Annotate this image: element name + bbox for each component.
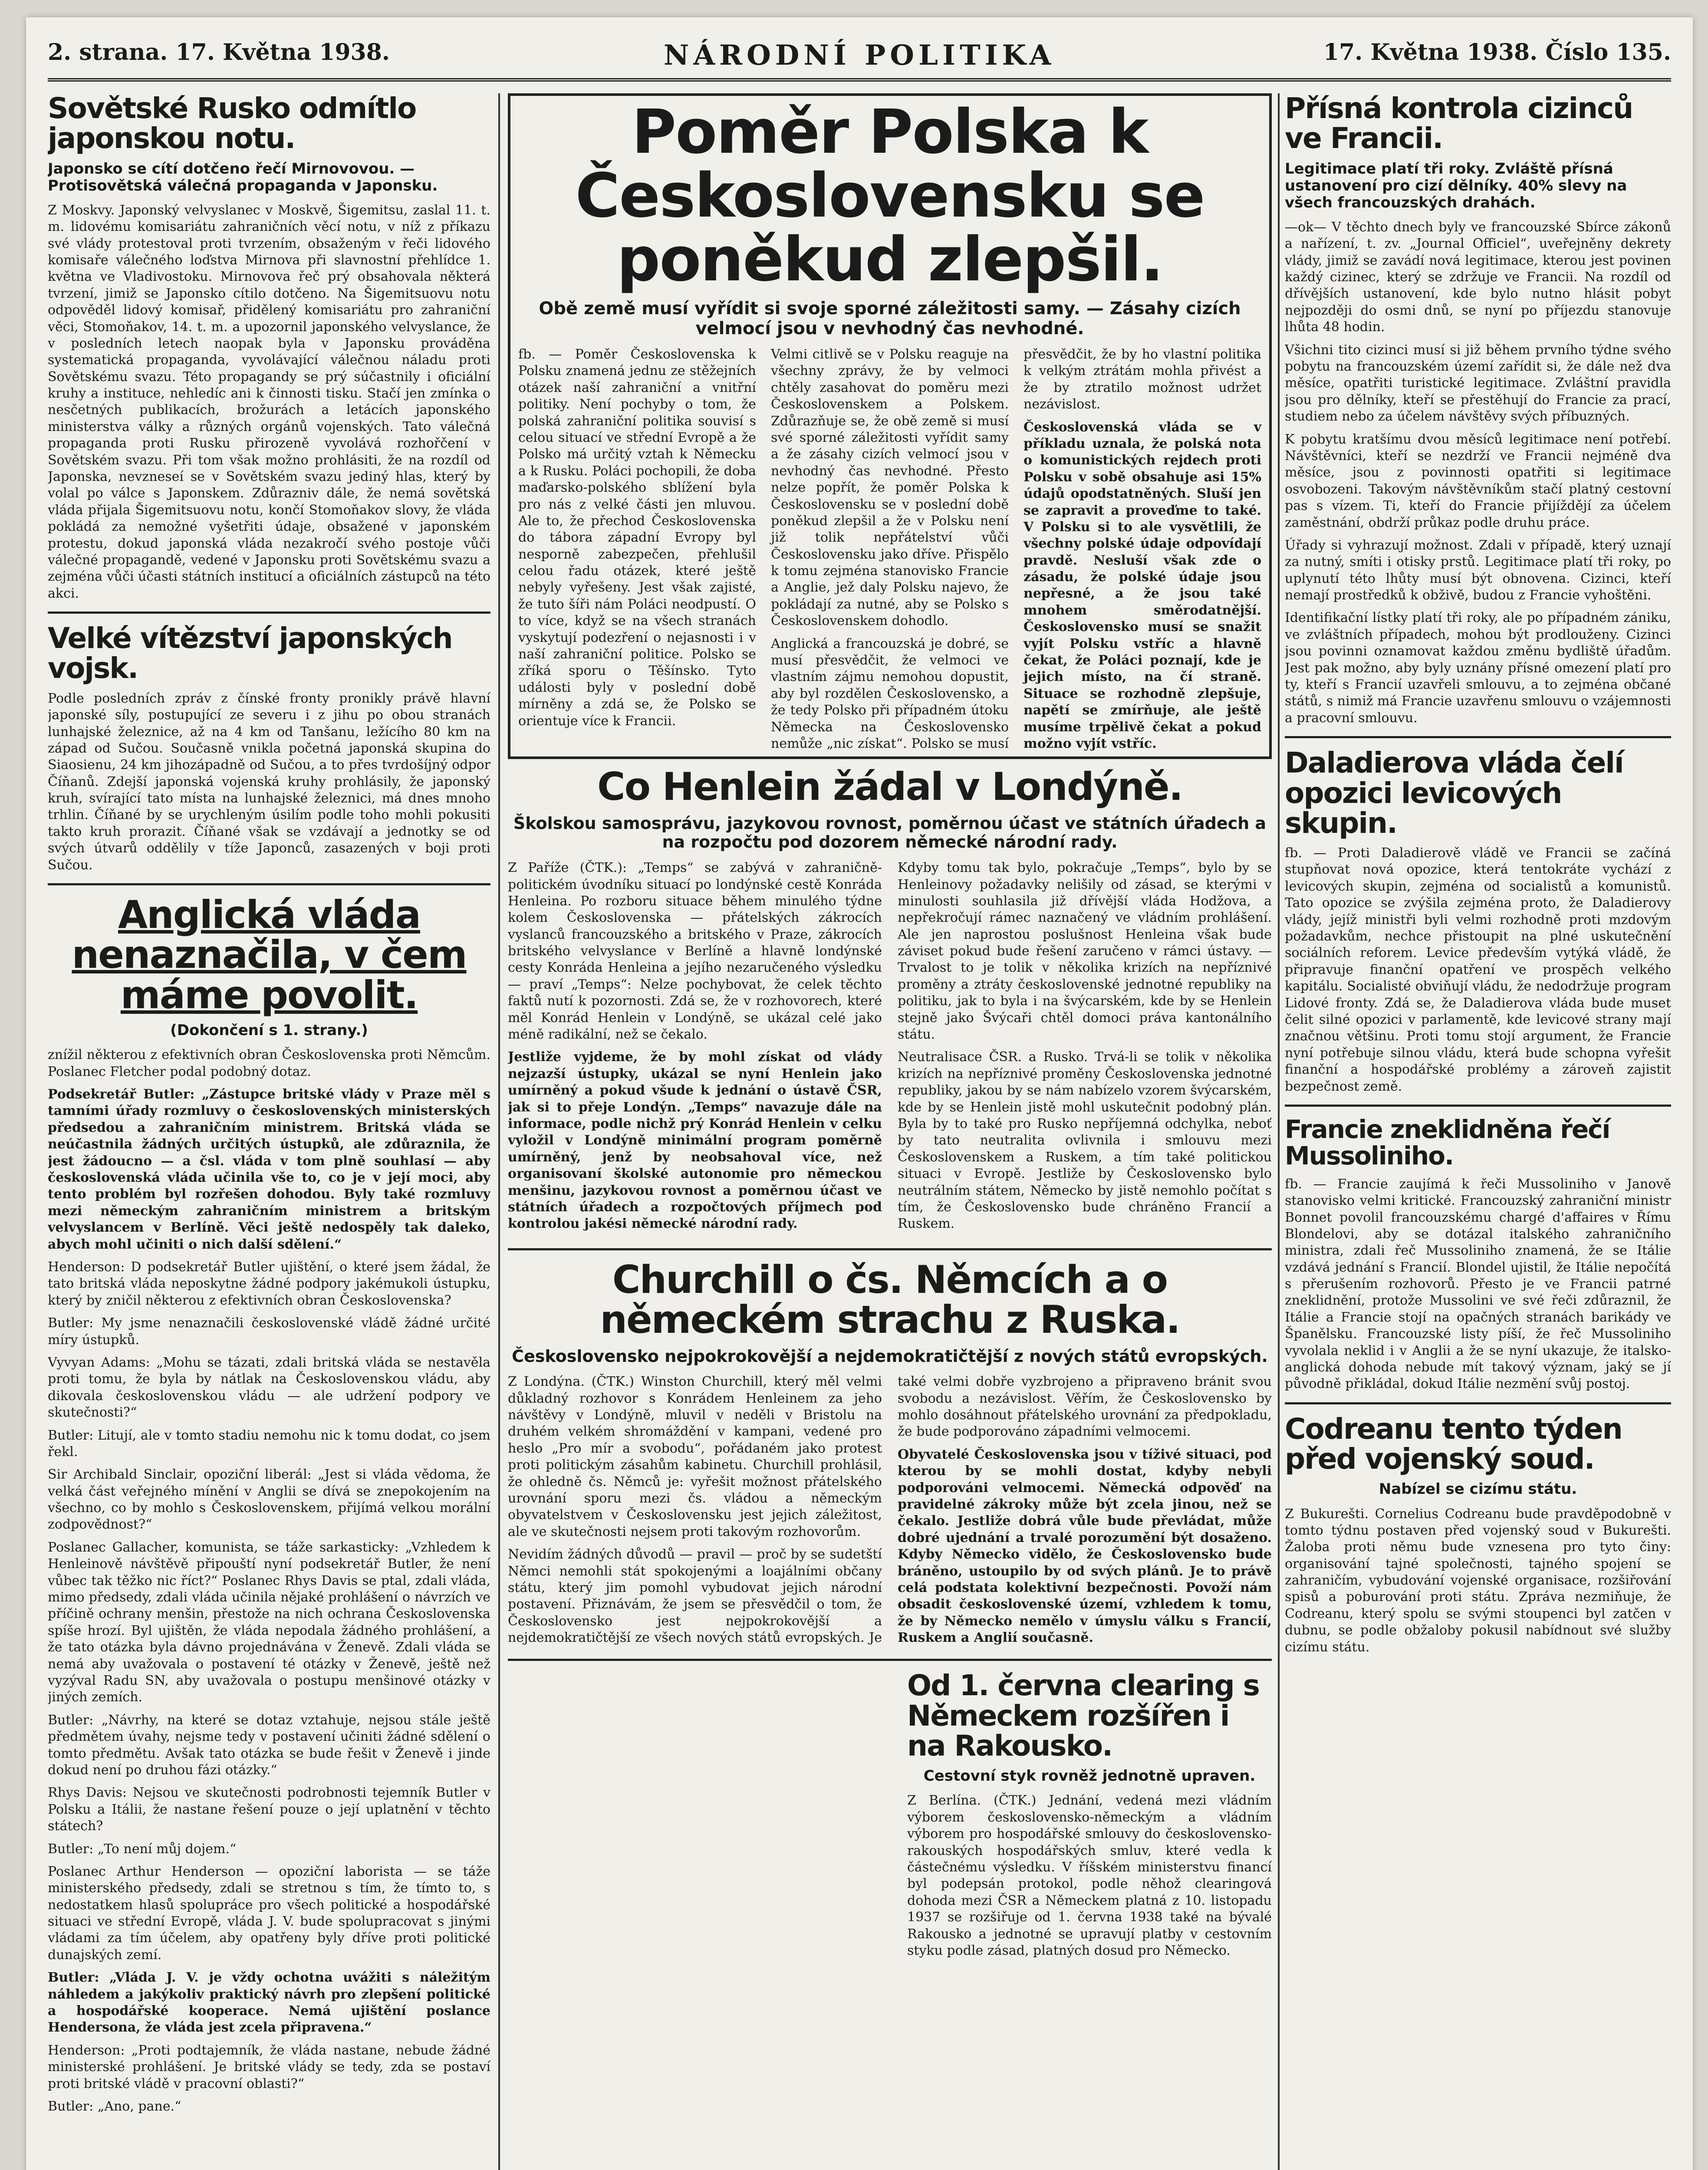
article-separator (1285, 1105, 1671, 1107)
article-continued-note: (Dokončení s 1. strany.) (170, 1022, 368, 1039)
article-separator (48, 612, 490, 614)
lead-headline: Poměr Polska k Československu se poněkud zlepšil. (575, 97, 1204, 295)
article-paragraph: Československá vláda se v příkladu uznala, že polská nota o komunistických rejdech proti Polsku v sobě obsahuje asi 15% údajů opodstatněných. Sluší jen se zapravit a proveďme to také. V Polsku si to ale vysvětlili, že všechny polské údaje odpovídají pravdě. Nesluší však zde o zásadu, že polské údaje jsou nepřesné, a že jsou také mnohem směrodatnější. Československo musí se snažit vyjít Polsku vstříc a hlavně čekat, že Poláci poznají, kde je jejich místo, na čí straně. Situace se rozhodně zlepšuje, napětí se zmírňuje, ale ještě musíme trpělivě čekat a pokud možno vyjít vstříc. (1023, 419, 1261, 751)
article-paragraph: znížil některou z efektivních obran Československa proti Němcům. Poslanec Fletcher podal podobný dotaz. (48, 1047, 490, 1079)
lead-deck: Obě země musí vyřídit si svoje sporné záležitosti samy. — Zásahy cizích velmocí jsou v nevhodný čas nevhodné. (539, 299, 1241, 339)
article-paragraph: —ok— V těchto dnech byly ve francouzské Sbírce zákonů a nařízení, t. zv. „Journal Officiel“, uveřejněny dekrety vlády, jimiž se zavádí nová legitimace, kterou jest povinen každý cizinec, který se zdržuje ve Francii. Na rozdíl od dřívějších ustanovení, kde bylo nutno hlásit pobyt nejpozději do osmi dnů, se nyní po příjezdu stanovuje lhůta 48 hodin. (1285, 219, 1671, 335)
article-deck: Japonsko se cítí dotčeno řečí Mirnovovou. — Protisovětská válečná propaganda v Japonsku. (48, 160, 438, 194)
article-paragraph: Neutralisace ČSR. a Rusko. Trvá-li se tolik v několika krizích na nepříznivé proměny Československa jednotné republiky, jakou by se nám nabízelo vzorem švýcarském, kde by se Henlein jistě mohl uskutečnit podobný plán. Byla by to také pro Rusko nepříjemná odchylka, neboť by tato neutralita ovlivnila i smlouvu mezi Československem a Ruskem, a tím také politickou situaci v Evropě. Jestliže by Československo bylo neutrálním státem, Německo by jistě nemohlo počítat s tím, že Československo bude chráněno Francií a Ruskem. (898, 1049, 1272, 1232)
article-body: fb. — Francie zaujímá k řeči Mussoliniho v Janově stanovisko velmi kritické. Francouzský zahraniční ministr Bonnet povolil francouzskému chargé d'affaires v Římu Blondelovi, aby se dotázal italského zahraničního ministra, zdali řeč Mussoliniho znamená, že se Itálie vzdává jednání s Francií. Blondel ujistil, že Itálie nepočítá s přerušením rozhovorů. Přesto je ve Francii patrné zneklidnění, protože Mussolini ve své řeči zdůraznil, že Itálie a Francie stojí na opačných stranách barikády ve Španělsku. Francouzské listy píší, že řeč Mussoliniho vyvolala neklid i v Anglii a že se nyní ukazuje, že italsko-anglická dohoda nebude mít takový význam, jaký se jí původně přikládal, dokud Itálie nezmění svůj postoj. (1285, 1176, 1671, 1392)
article-paragraph: fb. — Poměr Československa k Polsku znamená jednu ze stěžejních otázek naší zahraniční a vnitřní politiky. Není pochyby o tom, že polská zahraniční politika souvisí s celou situací ve střední Evropě a že Polsko má určitý vztah k Německu a k Rusku. Poláci pochopili, že doba maďarsko-polského sblížení byla pro nás z velké části jen mluvou. Ale to, že přechod Československa do tábora západní Evropy byl nesporně zabezpečen, přehlušil celou řadu otázek, které ještě nebyly vyřešeny. Jest však zajisté, že tuto šíři nám Poláci neodpustí. O to více, když se na všech stranách vyskytují podezření o nejasnosti i v naší zahraniční politice. Polsko se zříká sporu o Těšínsko. Tyto události byly v poslední době mírněny a zdá se, že Polsko se orientuje více k Francii. (518, 347, 756, 729)
article-headline: Sovětské Rusko odmítlo japonskou notu. (48, 93, 416, 155)
article-headline: Od 1. června clearing s Německem rozšířen i na Rakousko. (907, 1669, 1259, 1763)
right-column (1285, 93, 1671, 2170)
article-body (508, 1374, 1272, 1649)
article-paragraph: Velmi citlivě se v Polsku reaguje na všechny zprávy, že by velmoci chtěly zasahovat do poměru mezi Československem a Polskem. Zdůrazňuje se, že obě země si musí své sporné záležitosti vyřídit samy a že zásahy cizích velmocí jsou v nevhodný čas nevhodné. Přesto nelze popřít, že poměr Polska k Československu se v poslední době poněkud zlepšil a že v Polsku není již tolik nepřátelství vůči Československu jako dříve. Přispělo k tomu zejména stanovisko Francie a Anglie, jež daly Polsku najevo, že pokládají za nutné, aby se Polsko s Československem dohodlo. (771, 347, 1009, 629)
article-british-government (48, 892, 490, 2115)
article-headline: Daladierova vláda čelí opozici levicových skupin. (1285, 746, 1623, 840)
article-deck: Legitimace platí tři roky. Zvláště přísná ustanovení pro cizí dělníky. 40% slevy na všech francouzských drahách. (1285, 160, 1627, 211)
article-paragraph: Vyvyan Adams: „Mohu se tázati, zdali britská vláda se nestavěla proti tomu, že byla by nátlak na Československou vládu, aby dikovala československou vládu — ale udržení podpory ve skutečnosti?“ (48, 1355, 490, 1420)
article-headline: Co Henlein žádal v Londýně. (597, 764, 1183, 809)
article-paragraph: Všichni tito cizinci musí si již během prvního týdne svého pobytu na francouzském území zařídit si, že dále než dva měsíce, opatřiti turistické legitimace. Zvláštní pravidla jsou pro dělníky, kteří se přestěhují do Francie za prací, studiem nebo za účelem návštěvy svých příbuzných. (1285, 342, 1671, 424)
article-body: fb. — Proti Daladierově vládě ve Francii se začíná stupňovat nová opozice, která tentokráte vychází z levicových skupin, zejména od socialistů a komunistů. Tato opozice se zvýšila zejména proto, že Daladierovy vlády, jejíž ministři byli velmi rozhodně proti mzdovým požadavkům, nechce přistoupit na plné uskutečnění sociálních reforem. Levice především vytýká vládě, že připravuje finanční opatření ve prospěch velkého kapitálu. Socialisté obviňují vládu, že nedodržuje program Lidové fronty. Zdá se, že Daladierova vláda bude muset čelit silné opozici v parlamentě, kde levicové strany mají značnou většinu. Proti tomu stojí argument, že Francie nyní potřebuje silnou vládu, která bude schopna vyřešit finanční a hospodářské problémy a zároveň zajistit bezpečnost země. (1285, 845, 1671, 1094)
article-body: Podle posledních zpráv z čínské fronty pronikly právě hlavní japonské síly, postupující ze severu i z jihu po obou stranách lunhajské železnice, až na 4 km od Tanšanu, ležícího 80 km na západ od Sučou. Současně vnikla početná japonská skupina do Siaosienu, 24 km jihozápadně od Sučou, a to přes tvrdošíjný odpor Číňanů. Zdejší japonská vojenská kruhy prohlásily, že japonský kruh, svírající tato místa na lunhajské železnici, má dnes mnoho trhlin. Číňané by se urychleným úsilím podle toho mohli pokusiti takto kruh prorazit. Číňané však se vzdávají a jednotky se od svých útvarů oddělily v tíže Japonců, zasazených v boji proti Sučou. (48, 690, 490, 873)
article-paragraph: Úřady si vyhrazují možnost. Zdali v případě, který uznají za nutný, smíti i otisky prstů. Legitimace platí tři roky, po uplynutí této lhůty musí být obnovena. Cizinci, kteří nemají prostředků k obživě, budou z Francie vyhoštěni. (1285, 537, 1671, 603)
article-paragraph: Jestliže vyjdeme, že by mohl získat od vlády nejzazší ústupky, ukázal se nyní Henlein jako umírněný a pokud všude k jednání o ústavě ČSR, jak si to přeje Londýn. „Temps“ navazuje dále na informace, podle nichž prý Konrád Henlein v celku vyložil v Londýně minimální program poměrně umírněný, jenž by neobsahoval více, než organisovaní školské autonomie pro německou menšinu, jazykovou rovnost a poměrnou účast ve státních úřadech a rozpočtových příjmech pod kontrolou jakési německé národní rady. (508, 1049, 882, 1232)
article-paragraph: Obyvatelé Československa jsou v tíživé situaci, pod kterou by se mohli dostat, kdyby nebyli podporováni velmocemi. Německá odpověď na pravidelné zákroky může být zcela jinou, než se čekalo. Jestliže dobrá vůle bude převládat, může dobré ujednání a trvalé porozumění být dosaženo. Kdyby Německo vidělo, že Československo bude bráněno, ustoupilo by od svých plánů. Je to právě celá podstata kolektivní bezpečnosti. Povoží nám obsadit československé území, vzhledem k tomu, že by Německo nemělo v úmyslu válku s Francií, Ruskem a Anglií současně. (898, 1447, 1272, 1646)
article-headline: Přísná kontrola cizinců ve Francii. (1285, 93, 1633, 155)
article-separator (1285, 736, 1671, 738)
article-body: Z Bukurešti. Cornelius Codreanu bude pravděpodobně v tomto týdnu postaven před vojenský soud v Bukurešti. Žaloba proti němu bude vznesena pro tyto činy: organisování tajné společnosti, tajného spojení se zahraničím, vybudování vojenské organisace, rozšiřování spisů a poburování proti státu. Zpráva nezmiňuje, že Codreanu, který spolu se svými stoupenci byl zatčen v dubnu, se podle obžaloby pokusil nabídnout své služby cizímu státu. (1285, 1506, 1671, 1655)
article-body: Z Berlína. (ČTK.) Jednání, vedená mezi vládním výborem československo-německým a vládním výborem pro hospodářské smlouvy do československo-rakouských hospodářských smluv, které vedla k částečnému výsledku. V říšském ministerstvu financí byl podepsán protokol, podle něhož clearingová dohoda mezi ČSR a Německem platná z 10. listopadu 1937 se rozšiřuje od 1. června 1938 také na bývalé Rakousko a jednotné se upravují platby v cestovním styku podle zásad, platných dosud pro Německo. (907, 1793, 1272, 1958)
article-codreanu (1285, 1414, 1671, 1656)
article-paragraph: Poslanec Arthur Henderson — opoziční laborista — se táže ministerského předsedy, zdali se stretnou s tím, že tímto to, s nedostatkem hlasů spolupráce pro všech politické a hospodářské situaci ve střední Evropě, vláda J. V. bude spolupracovat s jinými vládami za tím účelem, aby opatřeny byly dříve proti politické dunajských zemí. (48, 1864, 490, 1963)
article-paragraph: Butler: „Návrhy, na které se dotaz vztahuje, nejsou stále ještě předmětem úvahy, nejsme tedy v postavení učiniti žádné sdělení o tomto předmětu. Avšak tato otázka se bude řešit v Ženevě i jinde dokud není po druhou fázi otázky.“ (48, 1712, 490, 1778)
article-japanese-victory (48, 623, 490, 874)
article-headline: Velké vítězství japonských vojsk. (48, 621, 452, 685)
lead-article-poland (508, 93, 1272, 759)
article-headline: Anglická vláda nenaznačila, v čem máme povolit. (72, 892, 467, 1017)
newspaper-page (26, 17, 1693, 2170)
masthead (48, 30, 1671, 82)
article-france-aliens (1285, 93, 1671, 727)
column-divider (1278, 93, 1280, 2170)
article-paragraph: Anglická a francouzská je dobré, se musí přesvědčit, že velmoci ve vlastním zájmu nemohou dopustit, aby byl rozdělen Československo, a že tedy Polsko při případném útoku Německa na Československo nemůže „nic získat“. Polsko se musí přesvědčit, že by ho vlastní politika k velkým ztrátám mohla přivést a že by ztratilo možnost udržet nezávislost. (771, 347, 1261, 751)
article-deck: Cestovní styk rovněž jednotně upraven. (923, 1767, 1256, 1785)
center-column (508, 93, 1272, 2170)
article-paragraph: Rhys Davis: Nejsou ve skutečnosti podrobnosti tejemník Butler v Polsku a Itálii, že nastane řešení pouze o její uplatnění v těchto státech? (48, 1785, 490, 1834)
article-paragraph: Butler: „To není můj dojem.“ (48, 1841, 237, 1857)
article-mussolini (1285, 1116, 1671, 1393)
article-paragraph: Z Paříže (ČTK.): „Temps“ se zabývá v zahraničně-politickém úvodníku situací po londýnské cestě Konráda Henleina. Po rozboru situace během minulého týdne kolem Československa — přátelských zákrocích vyslanců francouzského a britského v Praze, zákrocích britského velvyslance v Berlíně a hlavně londýnské cesty Konráda Henleina a jejího nezaručeného výsledku — praví „Temps“: Nelze pochybovat, že celek těchto faktů nutí k pozornosti. Zdá se, že v rozhovorech, které měl Konrád Henlein v Londýně, se ukázal celé jako méně radikální, než se čekalo. (508, 860, 882, 1042)
article-paragraph: K pobytu kratšímu dvou měsíců legitimace není potřebí. Návštěvníci, kteří se nezdrží ve Francii nejméně dva měsíce, jsou z povinnosti opatřiti si legitimace osvobozeni. Takovým návštěvníkům stačí platný cestovní pas s vízem. Ti, kteří do Francie přijíždějí za účelem zaměstnání, obdrží průkaz podle druhu práce. (1285, 431, 1671, 530)
article-paragraph: Henderson: D podsekretář Butler ujištění, o které jsem žádal, že tato britská vláda neposkytne žádné podpory jakémukoli ústupku, který by zničil některou z efektivních obran Československa? (48, 1259, 490, 1308)
masthead-page-date: 2. strana. 17. Května 1938. (48, 39, 390, 66)
article-separator (1285, 1402, 1671, 1404)
article-soviet-note (48, 93, 490, 602)
article-paragraph: Butler: „Ano, pane.“ (48, 2098, 181, 2114)
article-separator (48, 883, 490, 885)
masthead-date-issue: 17. Května 1938. Číslo 135. (1323, 39, 1671, 66)
article-headline: Codreanu tento týden před vojenský soud. (1285, 1412, 1622, 1476)
article-clearing (907, 1670, 1272, 1959)
article-body: Z Moskvy. Japonský velvyslanec v Moskvě, Šigemitsu, zaslal 11. t. m. lidovému komisariátu zahraničních věcí notu, v níž z příkazu své vlády protestoval proti tvrzením, obsaženým v řeči lidového komisaře válečného loďstva Mirnova při slavnostní přehlídce 1. května ve Vladivostoku. Mirnovova řeč prý obsahovala některá tvrzení, jimiž se Japonsko cítilo dotčeno. Na Šigemitsuovu notu odpověděl lidový komisař, přidělený komisariátu pro zahraniční věci, Stomoňakov, 14. t. m. a upozornil japonského velvyslance, že v posledních letech naopak byla v Japonsku prováděna systematická propaganda, vyvolávající válečnou náladu proti Sovětskému svazu. Této propagandy se prý súčastnily i oficiální kruhy a instituce, nehledíc ani k činnosti tisku. Stačí jen zmínka o nesčetných publikacích, brožurách a letácích japonského ministerstva války a různých orgánů vojenských. Tato válečná propaganda proti Rusku přirozeně vyvolává rozhořčení v Sovětském svazu. Při tom však možno prohlásiti, že na rozdíl od Japonska, nevzneseí se v Sovětském svazu jediný hlas, který by volal po válce s Japonskem. Zdůrazniv dále, že nemá sovětská vláda přijala Šigemitsuovu notu, končí Stomoňakov slovy, že vláda pokládá za nemožné vyšetřiti údaje, obsažené v japonském protestu, dokud japonská vláda nezakročí svého postoje vůči válečné propagandě, vedené v Japonsku proti Sovětskému svazu a zejména vůči účasti státních institucí a oficiálních zástupců na této akci. (48, 202, 490, 601)
article-daladier (1285, 748, 1671, 1095)
lead-body (518, 346, 1261, 752)
article-separator (508, 1659, 1272, 1661)
article-paragraph: Butler: „Vláda J. V. je vždy ochotna uvážiti s náležitým náhledem a jakýkoliv praktický návrh pro zlepšení politické a hospodářské kooperace. Nemá ujištění poslance Hendersona, že vláda jest zcela připravena.“ (48, 1970, 490, 2035)
article-deck: Nabízel se cizímu státu. (1379, 1480, 1577, 1498)
article-paragraph: Podsekretář Butler: „Zástupce britské vlády v Praze měl s tamními úřady rozmluvy o československých ministerských předsedou a zahraničním ministrem. Britská vláda se neúčastnila žádných určitých ústupků, ale zdůraznila, že jest žádoucno — a čsl. vláda v tom plně souhlasí — aby československá vláda učinila vše to, co je v její moci, aby tento problém byl rozřešen dohodou. Byly také rozmluvy mezi německým zahraničním ministrem a britským velvyslancem v Berlíně. Věci ještě nedospěly tak daleko, abych mohl učiniti o nich další sdělení.“ (48, 1087, 490, 1252)
newspaper-title: NÁRODNÍ POLITIKA (663, 39, 1056, 72)
article-body (508, 860, 1272, 1239)
article-deck: Školskou samosprávu, jazykovou rovnost, poměrnou účast ve státních úřadech a na rozpočtu pod dozorem německé národní rady. (513, 813, 1267, 852)
article-paragraph: Z Londýna. (ČTK.) Winston Churchill, který měl velmi důkladný rozhovor s Konrádem Henleinem za jeho návštěvy v Londýně, mluvil v neděli v Bristolu na druhém velkém shromáždění v kampani, vedené pro heslo „Pro mír a svobodu“, pořádaném jako protest proti politickým zásahům kabinetu. Churchill prohlásil, že ohledně čs. Němců je: vyřešit možnost přátelského urovnání sporu mezi čs. vládou a německým obyvatelstvem v Československu jest jejich záležitost, ale ve skutečnosti nejsem proti takovým rozhovorům. (508, 1374, 882, 1539)
article-paragraph: Butler: My jsme nenaznačili československé vládě žádné určité míry ústupků. (48, 1315, 490, 1348)
article-paragraph: Butler: Litují, ale v tomto stadiu nemohu nic k tomu dodat, co jsem řekl. (48, 1427, 490, 1460)
article-henlein-london (508, 764, 1272, 1238)
article-paragraph: Kdyby tomu tak bylo, pokračuje „Temps“, bylo by se Henleinovy požadavky nelišily od zásad, se kterými v minulosti souhlasila již dřívější vláda Hodžova, a nepřekročují rámec naznačený ve vládním prohlášení. Ale jen naprostou poslušnost Henleina však bude záviset pokud bude řešení zaručeno v rámci ústavy. — Trvalost to je tolik v několika krizích na nepříznivé proměny a ztráty československé jednotné republiky na politiku, jak to byla i na švýcarském, kde by se Henlein stejně jako Švýcaři chtěl domoci práva kantonálního státu. (898, 860, 1272, 1042)
article-deck: Československo nejpokrokovější a nejdemokratičtější z nových států evropských. (512, 1346, 1268, 1366)
article-headline: Francie zneklidněna řečí Mussoliniho. (1285, 1114, 1610, 1170)
article-paragraph: Poslanec Gallacher, komunista, se táže sarkasticky: „Vzhledem k Henleinově návštěvě připouští nyní podsekretář Butler, že není vůbec tak těžko nic říct?“ Poslanec Rhys Davis se ptal, zdali vláda, mimo předsedy, zdali vláda učinila nějaké prohlášení o návrzích ve příčině ochrany menšin, přestože na nich ochrana Československa spíše hrozí. Byl ujištěn, že vláda nepodala žádného prohlášení, a že tato otázka byla dávno projednávána v Ženevě. Zdali vláda se nemá aby uvažovala o postavení té otázky v Ženevě, ještě než vyzýval Radu SN, aby uvažovala o postupu menšinové otázky v jiných zemích. (48, 1539, 490, 1705)
article-paragraph: Identifikační lístky platí tři roky, ale po případném zániku, ve zvláštních případech, mohou být prodlouženy. Cizinci jsou povinni oznamovat každou změnu bydliště úřadům. Jest pak možno, aby byly uznány přísné omezení platí pro ty, kteří s Francií uzavřeli smlouvu, a to zejména občané států, s nimiž má Francie uzavřenu smlouvu o vzájemnosti a pracovní smlouvu. (1285, 610, 1671, 726)
column-divider (498, 93, 500, 2170)
article-paragraph: Henderson: „Proti podtajemník, že vláda nastane, nebude žádné ministerské prohlášení. Je britské vlády se tedy, zda se postaví proti britské vládě v pracovní oblasti?“ (48, 2042, 490, 2091)
article-paragraph: Sir Archibald Sinclair, opoziční liberál: „Jest si vláda vědoma, že velká část veřejného mínění v Anglii se dívá se znepokojením na všechno, co by mohlo s Československem, přijímá velkou morální zodpovědnost?“ (48, 1467, 490, 1532)
left-column (48, 93, 490, 2170)
article-separator (508, 1248, 1272, 1250)
article-churchill (508, 1257, 1272, 1650)
article-headline: Churchill o čs. Němcích a o německém strachu z Ruska. (600, 1257, 1180, 1342)
article-paragraph: Nevidím žádných důvodů — pravil — proč by se sudetští Němci nemohli stát spokojenými a loajálními občany státu, který jim pomohl vybudovat jejich národní postavení. Přiznávám, že jsem se přesvědčil o tom, že Československo jest nejpokrokovější a nejdemokratičtější ze všech nových států evropských. Je také velmi dobře vyzbrojeno a připraveno bránit svou svobodu a nezávislost. Věřím, že Československo by mohlo dosáhnout přátelského urovnání za předpokladu, že bude podporováno západními velmocemi. (508, 1374, 1272, 1646)
